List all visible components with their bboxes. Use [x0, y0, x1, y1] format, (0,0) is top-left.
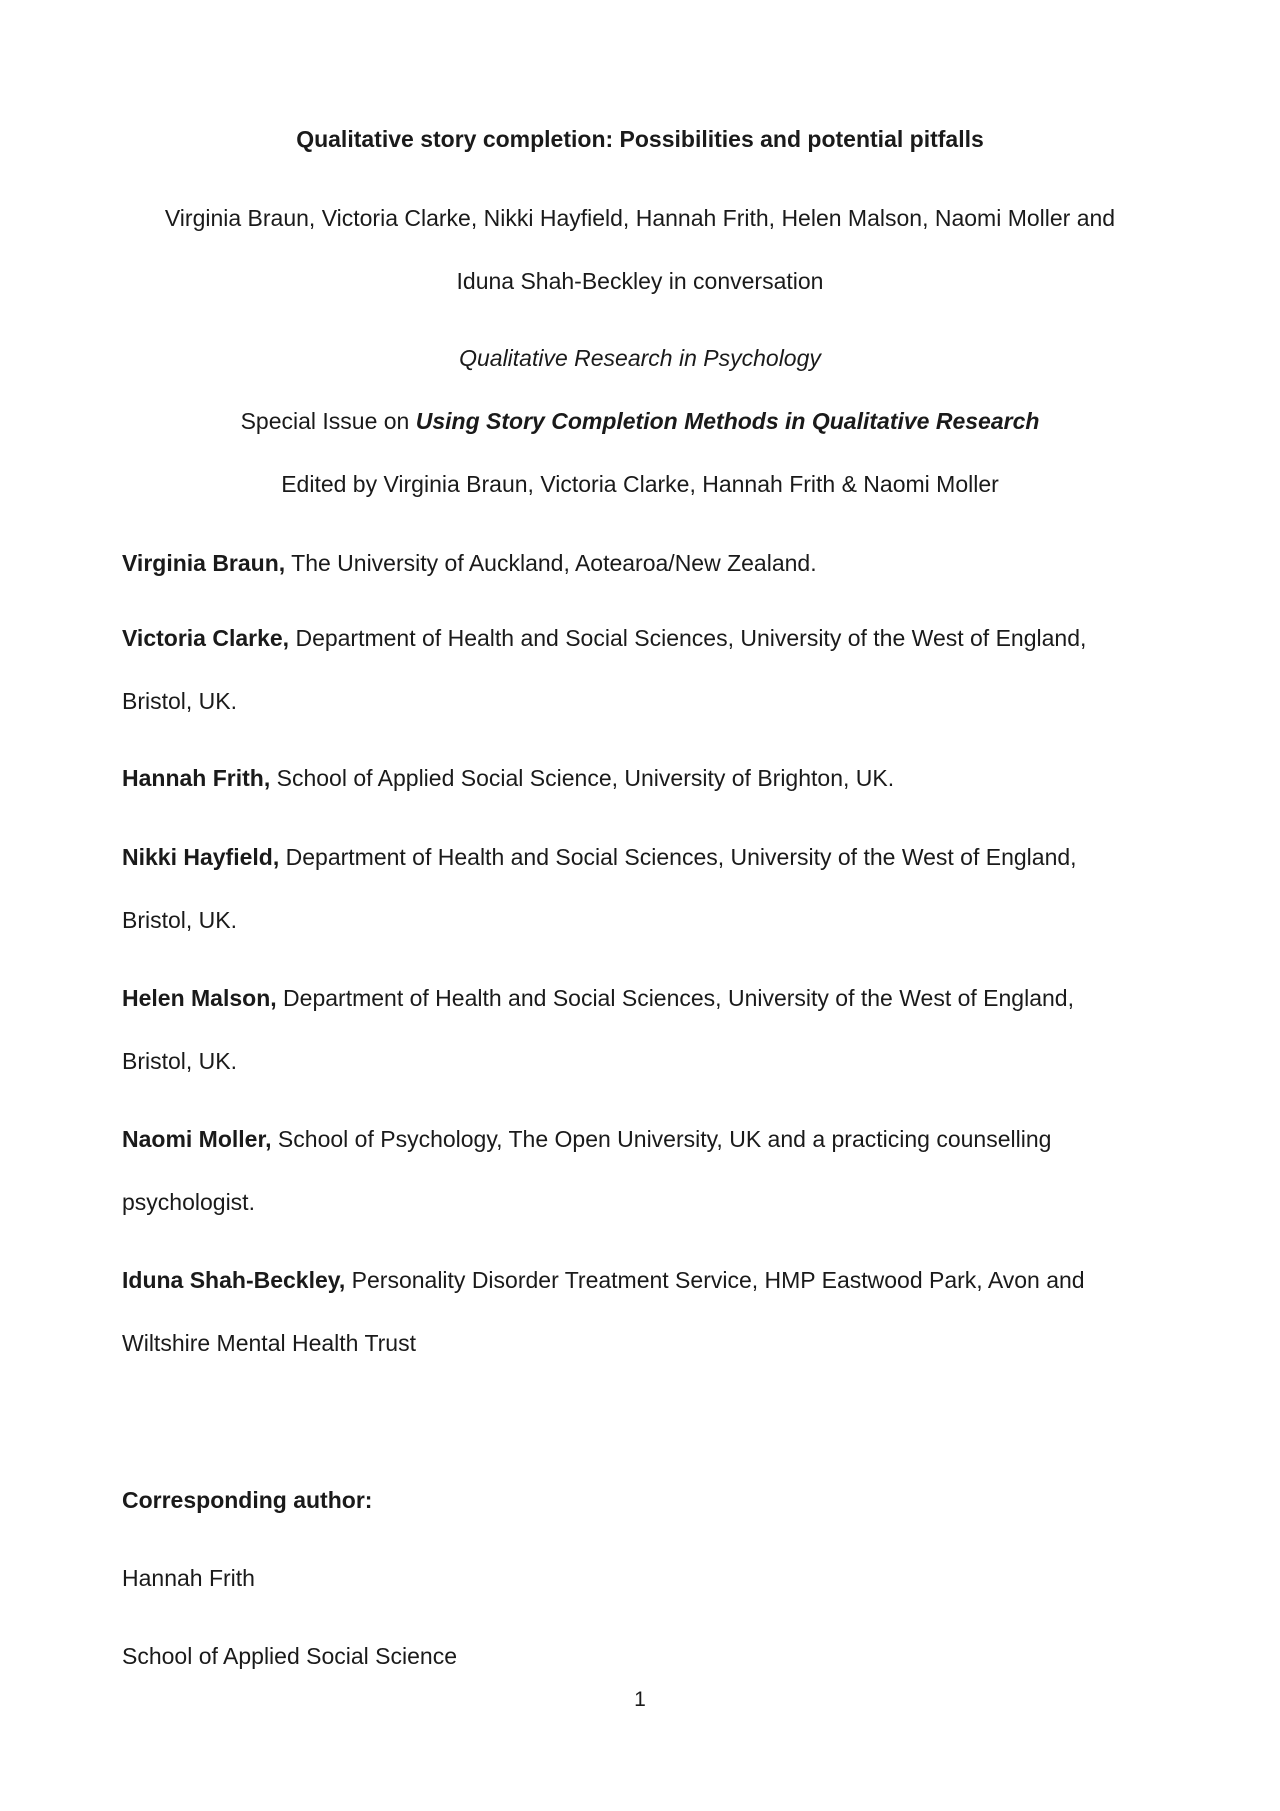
affiliation-hayfield	[122, 842, 1077, 872]
affiliation-continuation: Bristol, UK.	[122, 688, 238, 714]
affiliation-text: School of Applied Social Science, University of Brighton, UK.	[270, 765, 895, 791]
affiliation-continuation: Bristol, UK.	[122, 1048, 238, 1074]
authors-line-2: Iduna Shah-Beckley in conversation	[456, 268, 824, 294]
journal-name: Qualitative Research in Psychology	[459, 345, 821, 371]
affiliation-author-name: Nikki Hayfield,	[122, 844, 280, 870]
affiliation-text: The University of Auckland, Aotearoa/New Zealand.	[285, 550, 817, 576]
edited-by-line: Edited by Virginia Braun, Victoria Clarke, Hannah Frith & Naomi Moller	[281, 471, 999, 497]
affiliation-text: Department of Health and Social Sciences, University of the West of England,	[279, 844, 1077, 870]
affiliation-braun	[122, 548, 817, 578]
special-issue-line	[0, 406, 1280, 436]
affiliation-author-name: Hannah Frith,	[122, 765, 271, 791]
affiliation-text: Department of Health and Social Sciences, University of the West of England,	[276, 985, 1074, 1011]
affiliation-text: School of Psychology, The Open University, UK and a practicing counselling	[271, 1126, 1052, 1152]
paper-title: Qualitative story completion: Possibilities and potential pitfalls	[296, 126, 984, 152]
affiliation-author-name: Iduna Shah-Beckley,	[122, 1267, 346, 1293]
affiliation-author-name: Virginia Braun,	[122, 550, 286, 576]
affiliation-continuation: Bristol, UK.	[122, 907, 238, 933]
affiliation-author-name: Helen Malson,	[122, 985, 277, 1011]
affiliation-text: Personality Disorder Treatment Service, HMP Eastwood Park, Avon and	[345, 1267, 1085, 1293]
corresponding-author-department: School of Applied Social Science	[122, 1643, 457, 1669]
corresponding-author-heading: Corresponding author:	[122, 1487, 373, 1513]
affiliation-frith	[122, 763, 894, 793]
affiliation-author-name: Naomi Moller,	[122, 1126, 272, 1152]
special-issue-prefix: Special Issue on	[240, 408, 416, 434]
affiliation-continuation: psychologist.	[122, 1189, 255, 1215]
affiliation-author-name: Victoria Clarke,	[122, 625, 290, 651]
affiliation-clarke	[122, 623, 1086, 653]
affiliation-shah-beckley	[122, 1265, 1085, 1295]
affiliation-continuation: Wiltshire Mental Health Trust	[122, 1330, 416, 1356]
authors-line-1: Virginia Braun, Victoria Clarke, Nikki Hayfield, Hannah Frith, Helen Malson, Naomi Moller and	[164, 205, 1116, 231]
page-number: 1	[634, 1688, 646, 1711]
corresponding-author-name: Hannah Frith	[122, 1565, 255, 1591]
affiliation-malson	[122, 983, 1074, 1013]
affiliation-moller	[122, 1124, 1051, 1154]
special-issue-name: Using Story Completion Methods in Qualitative Research	[415, 408, 1040, 434]
affiliation-text: Department of Health and Social Sciences, University of the West of England,	[289, 625, 1087, 651]
